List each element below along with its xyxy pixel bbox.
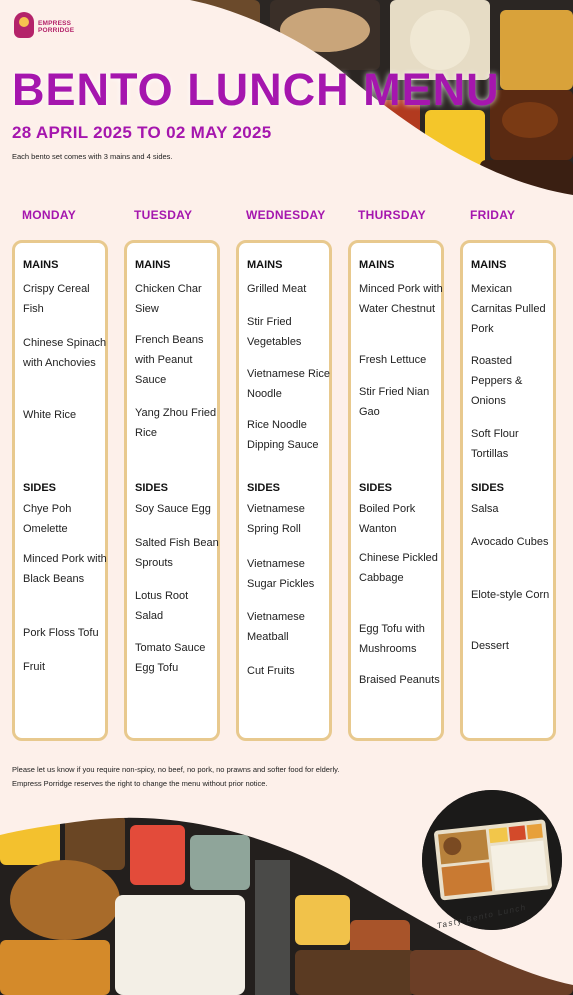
menu-item: Fresh Lettuce <box>359 354 427 366</box>
menu-item: Braised Peanuts <box>359 674 440 686</box>
menu-item: Soy Sauce Egg <box>135 503 211 515</box>
logo-mark <box>14 12 34 38</box>
menu-item: Vietnamese Sugar Pickles <box>247 558 315 590</box>
intro-text: Each bento set comes with 3 mains and 4 sides. <box>12 152 173 161</box>
menu-item: Chinese Pickled Cabbage <box>359 552 438 584</box>
day-label-wednesday: WEDNESDAY <box>246 208 326 222</box>
day-label-friday: FRIDAY <box>470 208 516 222</box>
day-label-thursday: THURSDAY <box>358 208 426 222</box>
menu-item: Egg Tofu with Mushrooms <box>359 623 425 655</box>
menu-item: Minced Pork with Black Beans <box>23 553 107 585</box>
mains-heading: MAINS <box>471 259 507 271</box>
mains-heading: MAINS <box>359 259 395 271</box>
menu-item: Roasted Peppers & Onions <box>471 355 523 407</box>
menu-item: Chinese Spinach with Anchovies <box>23 337 107 369</box>
photo-caption: Tasty Bento Lunch <box>436 902 528 931</box>
menu-item: White Rice <box>23 409 77 421</box>
menu-item: Salsa <box>471 503 499 515</box>
mains-heading: MAINS <box>247 259 283 271</box>
menu-card-wednesday <box>236 240 332 741</box>
menu-item: Soft Flour Tortillas <box>471 428 519 460</box>
menu-item: Rice Noodle Dipping Sauce <box>247 419 319 451</box>
day-label-tuesday: TUESDAY <box>134 208 193 222</box>
sides-heading: SIDES <box>23 482 57 494</box>
sides-heading: SIDES <box>135 482 169 494</box>
menu-item: Chicken Char Siew <box>135 283 202 315</box>
menu-item: Fruit <box>23 661 45 673</box>
menu-card-monday <box>12 240 108 741</box>
menu-item: Yang Zhou Fried Rice <box>135 407 217 439</box>
menu-item: Crispy Cereal Fish <box>23 283 90 315</box>
menu-item: Stir Fried Vegetables <box>247 316 302 348</box>
mains-heading: MAINS <box>23 259 59 271</box>
menu-item: Mexican Carnitas Pulled Pork <box>471 283 546 335</box>
menu-card-tuesday <box>124 240 220 741</box>
menu-item: Vietnamese Rice Noodle <box>247 368 330 400</box>
menu-item: Vietnamese Spring Roll <box>247 503 305 535</box>
menu-item: Vietnamese Meatball <box>247 611 305 643</box>
menu-card-friday <box>460 240 556 741</box>
sides-heading: SIDES <box>247 482 281 494</box>
menu-item: Lotus Root Salad <box>135 590 189 622</box>
menu-item: Avocado Cubes <box>471 536 549 548</box>
menu-item: Elote-style Corn <box>471 589 550 601</box>
disclaimer-note: Empress Porridge reserves the right to change the menu without prior notice. <box>12 779 268 788</box>
sides-heading: SIDES <box>471 482 505 494</box>
mains-heading: MAINS <box>135 259 171 271</box>
menu-item: Pork Floss Tofu <box>23 627 99 639</box>
menu-item: Tomato Sauce Egg Tofu <box>135 642 206 674</box>
sides-heading: SIDES <box>359 482 393 494</box>
menu-item: Minced Pork with Water Chestnut <box>359 283 443 315</box>
footer-note <box>12 763 339 791</box>
logo-text: EMPRESS PORRIDGE <box>38 20 75 34</box>
date-range: 28 APRIL 2025 TO 02 MAY 2025 <box>12 123 272 142</box>
menu-item: Cut Fruits <box>247 665 295 677</box>
menu-item: Chye Poh Omelette <box>23 503 72 535</box>
menu-item: Boiled Pork Wanton <box>359 503 416 535</box>
menu-item: Salted Fish Bean Sprouts <box>135 537 219 569</box>
dietary-note: Please let us know if you require non-spicy, no beef, no pork, no prawns and softer food for elderly. <box>12 765 340 774</box>
page-title: BENTO LUNCH MENU <box>12 64 500 115</box>
day-label-monday: MONDAY <box>22 208 77 222</box>
menu-card-thursday <box>348 240 444 741</box>
brand-logo <box>14 8 84 46</box>
menu-item: French Beans with Peanut Sauce <box>135 334 204 386</box>
menu-item: Grilled Meat <box>247 283 307 295</box>
menu-item: Dessert <box>471 640 509 652</box>
menu-item: Stir Fried Nian Gao <box>359 386 430 418</box>
